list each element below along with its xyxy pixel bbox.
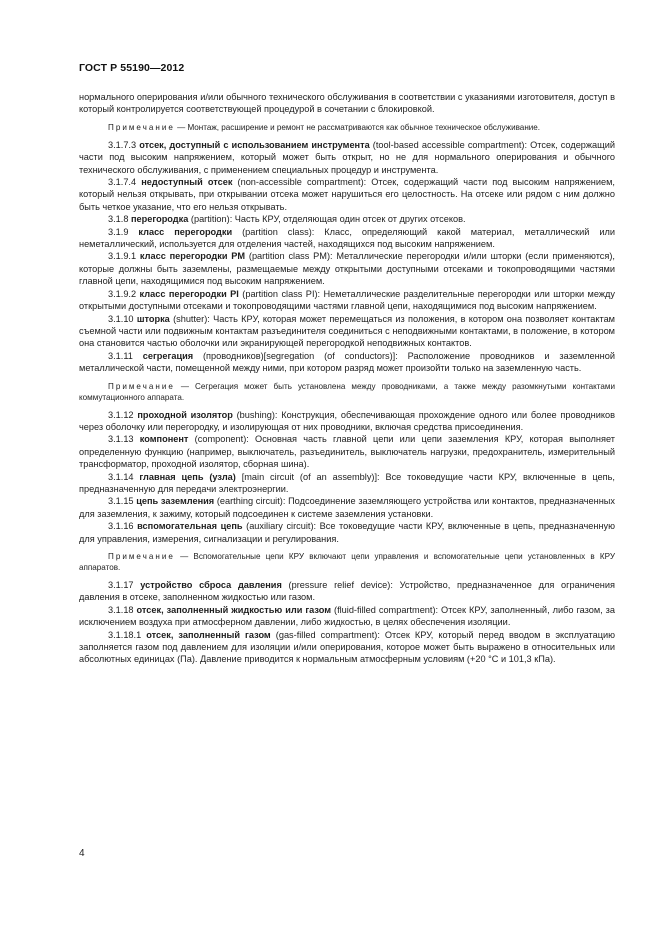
clause-3-1-9-1: 3.1.9.1 класс перегородки PM (partition class PM): Металлические перегородки и/или шторки (если применяются), которые должны быть заземлены, размещаемые между открытыми доступными отсеками и токопроводящими частями главной цепи, находящимися под высоким напряжением. — [79, 251, 615, 287]
clause-3-1-15: 3.1.15 цепь заземления (earthing circuit): Подсоединение заземляющего устройства или контактов, предназначенных для заземления, к зажиму, который подсоединен к системе заземления установки. — [79, 496, 615, 519]
clause-3-1-10: 3.1.10 шторка (shutter): Часть КРУ, которая может перемещаться из положения, в котором она позволяет контактам съемной части или подвижным контактам разъединителя соединиться с неподвижными контактами, в положение, в котором она становится частью оболочки или экранирующей перегородкой неподвижных контактов. — [79, 313, 615, 349]
page-number: 4 — [79, 848, 85, 859]
clause-3-1-18-1: 3.1.18.1 отсек, заполненный газом (gas-filled compartment): Отсек КРУ, который перед вводом в эксплуатацию заполняется газом под давлением для изоляции и/или оперирования, которое может быть выражено в относительных или абсолютных единицах (Па). Давление приводится к нормальным атмосферным условиям (+20 °C и 101,3 кПа). — [79, 629, 615, 665]
clause-3-1-13: 3.1.13 компонент (component): Основная часть главной цепи или цепи заземления КРУ, которая выполняет определенную функцию (например, выключатель, разъединитель, выключатель нагрузки, предохранитель, измерительный трансформатор, проходной изолятор, сборная шина). — [79, 434, 615, 470]
note-label: Примечание — [108, 122, 175, 132]
clause-3-1-16: 3.1.16 вспомогательная цепь (auxiliary circuit): Все токоведущие части КРУ, включенные в цепь, предназначенную для управления, измерения, сигнализации и регулирования. — [79, 521, 616, 544]
clause-3-1-8: 3.1.8 перегородка (partition): Часть КРУ, отделяющая один отсек от других отсеков. — [108, 214, 466, 225]
document-body — [79, 91, 615, 666]
note-label: Примечание — [108, 381, 175, 391]
clause-3-1-18: 3.1.18 отсек, заполненный жидкостью или газом (fluid-filled compartment): Отсек КРУ, заполненный, либо газом, за исключением воздуха при атмосферном давлении, либо жидкостью, в целях обеспечения изоляции. — [79, 604, 615, 628]
clause-3-1-7-3: 3.1.7.3 отсек, доступный с использованием инструмента (tool-based accessible compartment): Отсек, содержащий части под высоким напряжением, который может быть открыт, но не для нормального оперирования и обычного технического обслуживания, с применением специальных процедур и инструмента. — [79, 139, 615, 175]
clause-3-1-9: 3.1.9 класс перегородки (partition class): Класс, определяющий какой материал, металлический или неметаллический, используется для отделения частей, находящихся под высоким напряжением. — [79, 226, 615, 250]
document-header: ГОСТ Р 55190—2012 — [79, 62, 185, 74]
note-3: Примечание — Вспомогательные цепи КРУ включают цепи управления и вспомогательные цепи установленных в КРУ аппаратов. — [79, 552, 615, 572]
clause-3-1-17: 3.1.17 устройство сброса давления (pressure relief device): Устройство, предназначенное для ограничения давления в отсеке, заполненном жидкостью или газом. — [79, 580, 615, 603]
clause-3-1-7-4: 3.1.7.4 недоступный отсек (non-accessible compartment): Отсек, содержащий части под высоким напряжением, который нельзя открывать, при открывании отсека может нарушиться его целостность. На отсеке или рядом с ним должно быть четкое указание, что его нельзя открывать. — [79, 177, 615, 212]
clause-3-1-14: 3.1.14 главная цепь (узла) [main circuit (of an assembly)]: Все токоведущие части КРУ, включенные в цепь, предназначенную для передачи электроэнергии. — [79, 471, 615, 494]
note-label: Примечание — [108, 552, 175, 561]
note-2: Примечание — Сегрегация может быть установлена между проводниками, а также между разомкнутыми контактами коммутационного аппарата. — [79, 381, 615, 402]
paragraph-continuation: нормального оперирования и/или обычного технического обслуживания в соответствии с указаниями изготовителя, доступ в который контролируется соответствующей процедурой в сочетании с блокировкой. — [79, 92, 615, 115]
clause-3-1-11: 3.1.11 сегрегация (проводников)[segregation (of conductors)]: Расположение проводников и заземленной металлической части, помещенной между ними, при котором разряд может произойти только на заземленную часть. — [79, 350, 615, 374]
clause-3-1-9-2: 3.1.9.2 класс перегородки PI (partition class PI): Неметаллические разделительные перегородки или шторки между открытыми доступными отсеками и токопроводящими частями главной цепи, находящимися под высоким напряжением. — [79, 288, 615, 312]
clause-3-1-12: 3.1.12 проходной изолятор (bushing): Конструкция, обеспечивающая прохождение одного или более проводников через оболочку или перегородку, и изолирующая от них проводники, включая средства присоединения. — [79, 409, 615, 432]
note-1: Примечание — Монтаж, расширение и ремонт не рассматриваются как обычное техническое обслуживание. — [108, 122, 541, 132]
